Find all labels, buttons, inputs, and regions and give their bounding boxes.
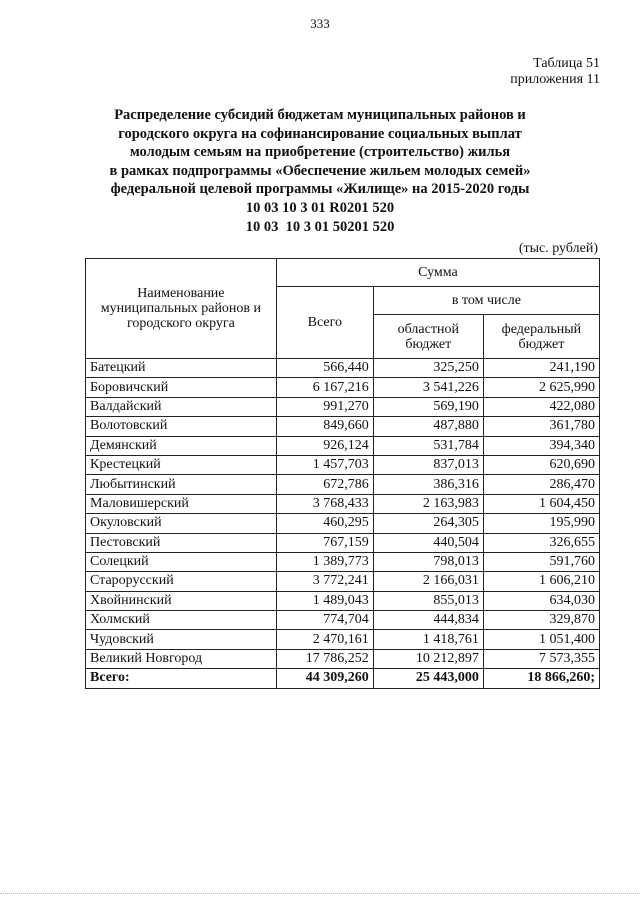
- federal-amount-cell: 241,190: [483, 359, 599, 378]
- table-row: [86, 591, 600, 610]
- header-total: Всего: [276, 287, 373, 359]
- table-row: [86, 417, 600, 436]
- units-label: (тыс. рублей): [518, 241, 598, 256]
- federal-amount-cell: 326,655: [483, 533, 599, 552]
- table-ref-line-1: Таблица 51: [533, 56, 600, 71]
- scan-edge-dots: [0, 893, 640, 896]
- federal-amount-cell: 329,870: [483, 611, 599, 630]
- budget-code-line: 10 03 10 3 01 R0201 520: [245, 199, 395, 216]
- total-amount-cell: 926,124: [276, 436, 373, 455]
- federal-amount-cell: 195,990: [483, 514, 599, 533]
- total-amount-cell: 6 167,216: [276, 378, 373, 397]
- regional-amount-cell: 10 212,897: [373, 649, 483, 668]
- federal-amount-cell: 620,690: [483, 455, 599, 474]
- district-name-cell: Великий Новгород: [86, 649, 277, 668]
- district-name-cell: Всего:: [86, 669, 277, 688]
- table-row: [86, 378, 600, 397]
- total-amount-cell: 2 470,161: [276, 630, 373, 649]
- regional-amount-cell: 2 163,983: [373, 494, 483, 513]
- table-row: [86, 552, 600, 571]
- total-amount-cell: 774,704: [276, 611, 373, 630]
- table-row: [86, 514, 600, 533]
- regional-amount-cell: 440,504: [373, 533, 483, 552]
- header-sum: Сумма: [276, 259, 599, 287]
- total-row: [86, 669, 600, 688]
- table-row: [86, 359, 600, 378]
- table-row: [86, 494, 600, 513]
- header-including: в том числе: [373, 287, 599, 315]
- regional-amount-cell: 3 541,226: [373, 378, 483, 397]
- table-reference: [510, 56, 600, 88]
- total-amount-cell: 566,440: [276, 359, 373, 378]
- regional-amount-cell: 569,190: [373, 397, 483, 416]
- federal-amount-cell: 1 051,400: [483, 630, 599, 649]
- header-district-name: Наименование муниципальных районов и городского округа: [86, 259, 277, 359]
- district-name-cell: Демянский: [86, 436, 277, 455]
- table-row: [86, 436, 600, 455]
- document-title: [60, 106, 580, 236]
- title-line: молодым семьям на приобретение (строительство) жилья: [129, 144, 511, 161]
- federal-amount-cell: 2 625,990: [483, 378, 599, 397]
- district-name-cell: Окуловский: [86, 514, 277, 533]
- total-amount-cell: 3 772,241: [276, 572, 373, 591]
- federal-amount-cell: 18 866,260;: [483, 669, 599, 688]
- title-line: федеральной целевой программы «Жилище» на 2015-2020 годы: [110, 181, 530, 198]
- total-amount-cell: 849,660: [276, 417, 373, 436]
- regional-amount-cell: 264,305: [373, 514, 483, 533]
- regional-amount-cell: 855,013: [373, 591, 483, 610]
- total-amount-cell: 44 309,260: [276, 669, 373, 688]
- table-row: [86, 649, 600, 668]
- federal-amount-cell: 361,780: [483, 417, 599, 436]
- district-name-cell: Маловишерский: [86, 494, 277, 513]
- total-amount-cell: 17 786,252: [276, 649, 373, 668]
- table-row: [86, 572, 600, 591]
- total-amount-cell: 3 768,433: [276, 494, 373, 513]
- table-row: [86, 397, 600, 416]
- table-row: [86, 475, 600, 494]
- district-name-cell: Хвойнинский: [86, 591, 277, 610]
- budget-code-line: 10 03 10 3 01 50201 520: [245, 218, 395, 235]
- table-header: [86, 259, 600, 359]
- federal-amount-cell: 394,340: [483, 436, 599, 455]
- federal-amount-cell: 286,470: [483, 475, 599, 494]
- header-federal-budget: федеральный бюджет: [483, 315, 599, 359]
- federal-amount-cell: 7 573,355: [483, 649, 599, 668]
- federal-amount-cell: 634,030: [483, 591, 599, 610]
- regional-amount-cell: 837,013: [373, 455, 483, 474]
- district-name-cell: Холмский: [86, 611, 277, 630]
- regional-amount-cell: 531,784: [373, 436, 483, 455]
- table-body: [86, 359, 600, 689]
- regional-amount-cell: 444,834: [373, 611, 483, 630]
- table-row: [86, 533, 600, 552]
- district-name-cell: Батецкий: [86, 359, 277, 378]
- federal-amount-cell: 591,760: [483, 552, 599, 571]
- title-line: Распределение субсидий бюджетам муниципальных районов и: [114, 107, 526, 123]
- table-row: [86, 455, 600, 474]
- title-line: в рамках подпрограммы «Обеспечение жильем молодых семей»: [109, 162, 531, 179]
- district-name-cell: Волотовский: [86, 417, 277, 436]
- page-number: 333: [310, 16, 330, 31]
- total-amount-cell: 767,159: [276, 533, 373, 552]
- total-amount-cell: 1 389,773: [276, 552, 373, 571]
- total-amount-cell: 672,786: [276, 475, 373, 494]
- district-name-cell: Чудовский: [86, 630, 277, 649]
- regional-amount-cell: 2 166,031: [373, 572, 483, 591]
- district-name-cell: Солецкий: [86, 552, 277, 571]
- table-row: [86, 630, 600, 649]
- table-ref-line-2: приложения 11: [510, 72, 600, 87]
- total-amount-cell: 1 457,703: [276, 455, 373, 474]
- total-amount-cell: 991,270: [276, 397, 373, 416]
- regional-amount-cell: 487,880: [373, 417, 483, 436]
- subsidy-table: [85, 258, 600, 689]
- district-name-cell: Боровичский: [86, 378, 277, 397]
- district-name-cell: Крестецкий: [86, 455, 277, 474]
- header-regional-budget: областной бюджет: [373, 315, 483, 359]
- district-name-cell: Валдайский: [86, 397, 277, 416]
- district-name-cell: Любытинский: [86, 475, 277, 494]
- regional-amount-cell: 25 443,000: [373, 669, 483, 688]
- district-name-cell: Пестовский: [86, 533, 277, 552]
- regional-amount-cell: 325,250: [373, 359, 483, 378]
- table-row: [86, 611, 600, 630]
- federal-amount-cell: 1 604,450: [483, 494, 599, 513]
- title-line: городского округа на софинансирование социальных выплат: [118, 125, 522, 142]
- regional-amount-cell: 386,316: [373, 475, 483, 494]
- total-amount-cell: 1 489,043: [276, 591, 373, 610]
- federal-amount-cell: 1 606,210: [483, 572, 599, 591]
- total-amount-cell: 460,295: [276, 514, 373, 533]
- regional-amount-cell: 798,013: [373, 552, 483, 571]
- federal-amount-cell: 422,080: [483, 397, 599, 416]
- regional-amount-cell: 1 418,761: [373, 630, 483, 649]
- district-name-cell: Старорусский: [86, 572, 277, 591]
